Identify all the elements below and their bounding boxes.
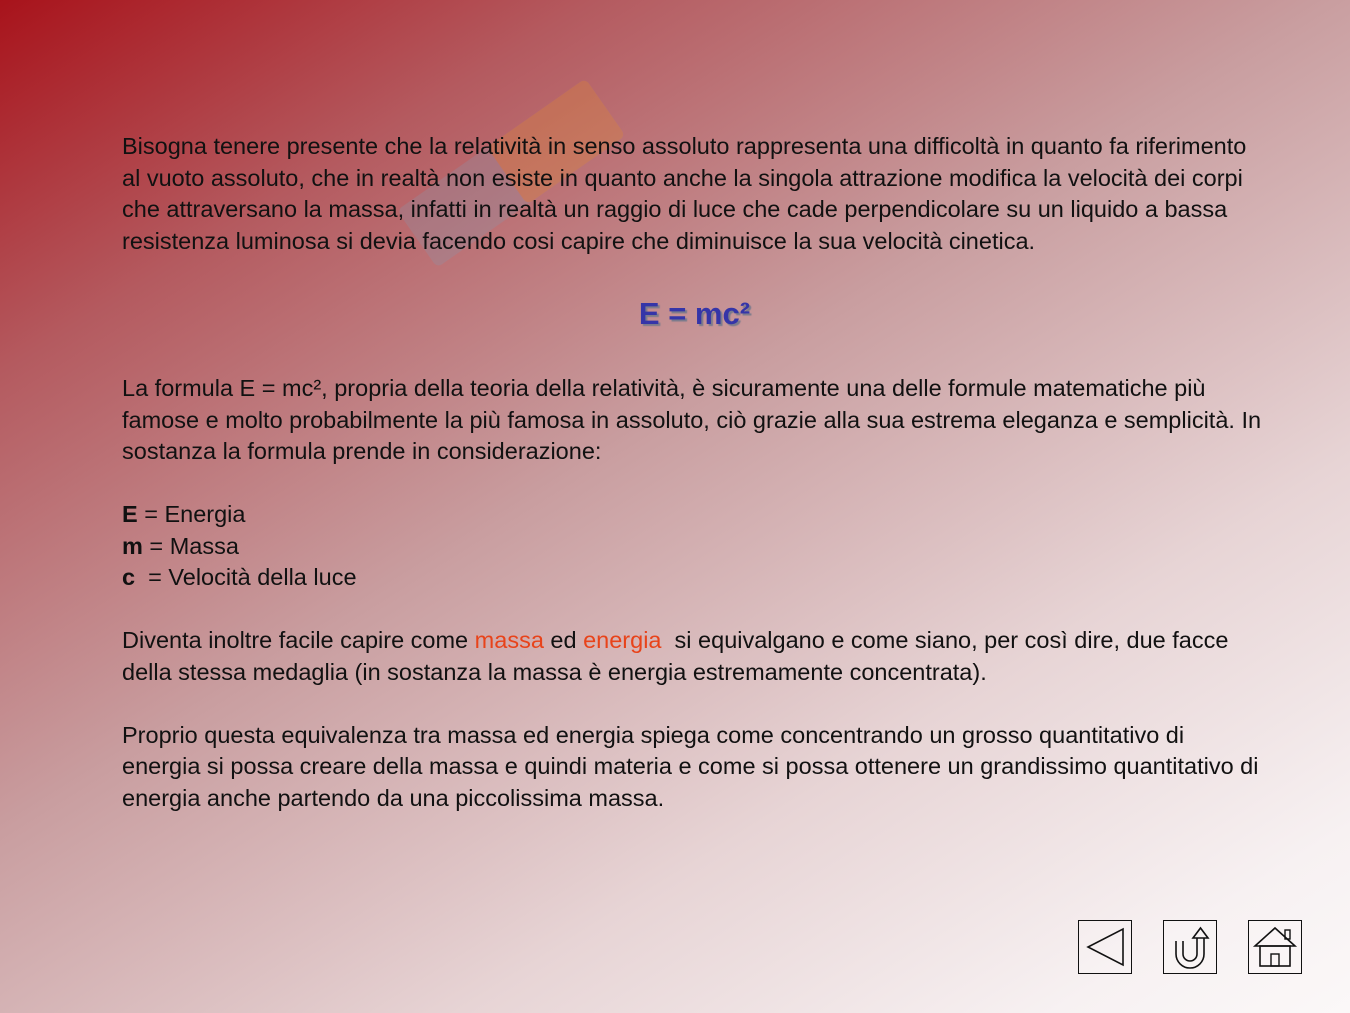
variable-mass	[122, 531, 1267, 563]
variable-light-speed	[122, 562, 1267, 594]
home-button[interactable]	[1248, 920, 1302, 974]
back-button[interactable]	[1078, 920, 1132, 974]
u-turn-arrow-icon	[1167, 924, 1213, 970]
spacer	[122, 468, 1267, 500]
text-segment: ed	[543, 627, 584, 653]
variable-symbol: c	[122, 564, 136, 590]
paragraph-conclusion: Proprio questa equivalenza tra massa ed energia spiega come concentrando un grosso quantitativo di energia si possa creare della massa e quindi materia e come si possa ottenere un grandissimo quantitativo di energia anche partendo da una piccolissima massa.	[122, 721, 1259, 811]
house-icon	[1252, 924, 1298, 970]
paragraph-relativity-vacuum: Bisogna tenere presente che la relatività in senso assoluto rappresenta una difficoltà in quanto fa riferimento al vuoto assoluto, che in realtà non esiste in quanto anche la singola attrazione modifica la velocità dei corpi che attraversano la massa, infatti in realtà un raggio di luce che cade perpendicolare su un liquido a bassa resistenza luminosa si devia facendo cosi capire che diminuisce la sua velocità cinetica.	[122, 133, 1247, 254]
highlight-massa: massa	[474, 627, 544, 653]
paragraph-formula-intro: La formula E = mc², propria della teoria della relatività, è sicuramente una delle formule matematiche più famose e molto probabilmente la più famosa in assoluto, ciò grazie alla sua estrema eleganza e semplicità. In sostanza la formula prende in considerazione:	[122, 375, 1262, 464]
text-segment: Diventa inoltre facile capire come	[122, 627, 475, 653]
variable-definition: = Velocità della luce	[135, 564, 357, 590]
formula-title: E = mc²	[638, 296, 751, 331]
variable-symbol: m	[122, 532, 143, 559]
spacer	[122, 594, 1267, 626]
highlight-energia: energia	[583, 627, 662, 653]
triangle-left-icon	[1082, 924, 1128, 970]
paragraph-mass-energy-equivalence	[122, 625, 1267, 688]
slide-content	[122, 131, 1267, 814]
variable-definition: = Energia	[137, 501, 246, 527]
spacer	[122, 688, 1267, 720]
return-button[interactable]	[1163, 920, 1217, 974]
variable-list	[122, 499, 1267, 594]
variable-symbol: E	[122, 501, 138, 527]
variable-definition: = Massa	[142, 532, 239, 559]
variable-energy	[122, 499, 1267, 531]
text-segment: si equivalgano e come siano, per così dire, due facce della stessa medaglia (in sostanza la massa è energia estremamente concentrata).	[122, 627, 1235, 685]
